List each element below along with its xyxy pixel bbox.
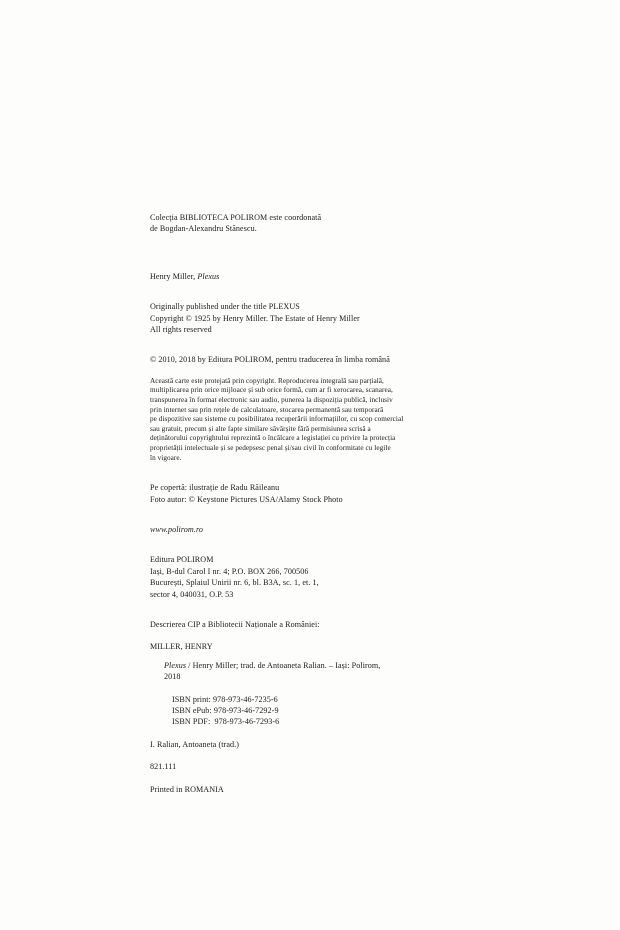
author-title-line <box>150 271 480 282</box>
original-publication-line-1: Originally published under the title PLEXUS <box>150 302 300 312</box>
cip-heading-line: Descrierea CIP a Bibliotecii Naționale a României: <box>150 620 320 630</box>
spacer <box>150 600 480 619</box>
publisher-address-line-3: sector 4, 040031, O.P. 53 <box>150 589 234 599</box>
cip-entry-title: Plexus <box>164 660 187 670</box>
collection-note <box>150 212 480 235</box>
romanian-copyright-line: © 2010, 2018 by Editura POLIROM, pentru traducerea în limba română <box>150 355 390 365</box>
isbn-epub: ISBN ePub: 978-973-46-7292-9 <box>172 706 279 716</box>
classification-code-line: 821.111 <box>150 762 177 772</box>
spacer <box>150 750 480 761</box>
cip-heading <box>150 619 480 630</box>
spacer <box>150 535 480 554</box>
spacer <box>150 630 480 641</box>
spacer <box>150 653 480 660</box>
cip-entry-year: 2018 <box>164 672 181 682</box>
publisher-name: Editura POLIROM <box>150 555 214 565</box>
original-publication <box>150 301 480 335</box>
legal-notice-line-1: Această carte este protejată prin copyright. Reproducerea integrală sau parțială, <box>150 376 384 385</box>
copyright-text-block <box>150 212 480 795</box>
cover-illustration-credit: Pe copertă: ilustrație de Radu Răileanu <box>150 483 280 493</box>
original-publication-line-3: All rights reserved <box>150 325 212 335</box>
book-title: Plexus <box>197 271 220 281</box>
author-name: Henry Miller, <box>150 271 198 281</box>
collection-note-line-1: Colecția BIBLIOTECA POLIROM este coordonată <box>150 213 322 222</box>
printed-in-line: Printed in ROMANIA <box>150 784 224 794</box>
spacer <box>150 683 480 694</box>
spacer <box>150 235 480 271</box>
translator-entry-line: I. Ralian, Antoaneta (trad.) <box>150 739 240 749</box>
spacer <box>150 773 480 784</box>
legal-notice-line-6: sau gratuit, precum și alte fapte similare săvârșite fără permisiunea scrisă a <box>150 424 371 433</box>
legal-notice-line-7: deținătorului copyrightului reprezintă o încălcare a legislației cu privire la protecția <box>150 434 396 443</box>
isbn-list <box>150 694 480 728</box>
cip-author-line: MILLER, HENRY <box>150 642 213 652</box>
original-publication-line-2: Copyright © 1925 by Henry Miller. The Estate of Henry Miller <box>150 313 360 323</box>
cover-credits <box>150 482 480 505</box>
cip-author <box>150 641 480 652</box>
collection-note-line-2: de Bogdan-Alexandru Stănescu. <box>150 224 257 234</box>
legal-notice-line-4: prin internet sau prin rețele de calculatoare, stocarea permanentă sau temporară <box>150 405 384 414</box>
printed-in <box>150 784 480 795</box>
publisher-address-line-2: București, Splaiul Unirii nr. 6, bl. B3A, sc. 1, et. 1, <box>150 578 319 588</box>
isbn-print: ISBN print: 978-973-46-7235-6 <box>172 694 278 704</box>
cip-entry <box>150 660 480 683</box>
author-photo-credit: Foto autor: © Keystone Pictures USA/Alamy Stock Photo <box>150 494 343 504</box>
legal-notice-line-2: multiplicarea prin orice mijloace și sub orice formă, cum ar fi xerocarea, scanarea, <box>150 386 393 395</box>
spacer <box>150 366 480 377</box>
publisher-address-line-1: Iași, B-dul Carol I nr. 4; P.O. BOX 266, 700506 <box>150 566 309 576</box>
classification-code <box>150 761 480 772</box>
legal-notice-line-5: pe dispozitive sau sisteme cu posibilitatea recuperării informațiilor, cu scop comercial <box>150 415 404 424</box>
publisher-address <box>150 554 480 600</box>
isbn-pdf: ISBN PDF: 978-973-46-7293-6 <box>172 717 280 727</box>
spacer <box>150 335 480 354</box>
spacer <box>150 505 480 524</box>
legal-notice-line-8: proprietății intelectuale și se pedepsesc penal și/sau civil în conformitate cu legile <box>150 444 391 452</box>
legal-notice-line-9: în vigoare. <box>150 453 182 462</box>
legal-notice-line-3: transpunerea în format electronic sau audio, punerea la dispoziția publică, inclusiv <box>150 396 393 405</box>
spacer <box>150 463 480 482</box>
romanian-copyright <box>150 354 480 365</box>
publisher-website <box>150 524 480 535</box>
spacer <box>150 282 480 301</box>
website-url[interactable]: www.polirom.ro <box>150 525 204 534</box>
legal-notice <box>150 377 480 463</box>
spacer <box>150 728 480 739</box>
translator-entry <box>150 739 480 750</box>
cip-entry-rest: / Henry Miller; trad. de Antoaneta Ralian. – Iași: Polirom, <box>186 660 381 670</box>
